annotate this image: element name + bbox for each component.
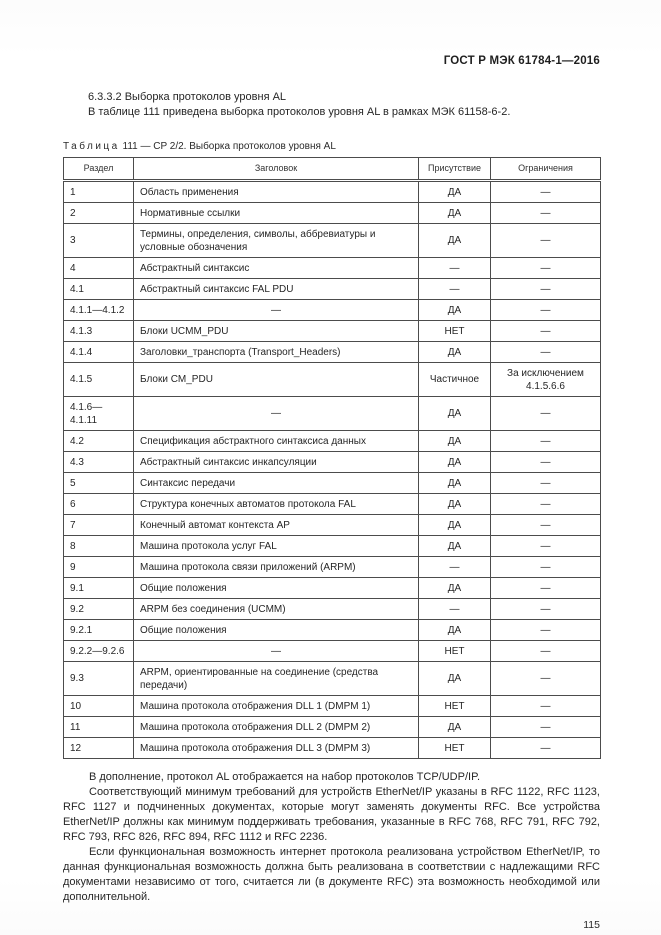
table-row [64, 431, 601, 452]
cell-section: 7 [64, 515, 134, 536]
section-heading: 6.3.3.2 Выборка протоколов уровня AL [88, 91, 287, 103]
cell-title: Термины, определения, символы, аббревиатуры и условные обозначения [134, 224, 419, 258]
cell-section: 4.1.3 [64, 321, 134, 342]
cell-title: Машина протокола отображения DLL 3 (DMPM 3) [134, 738, 419, 759]
table-row [64, 578, 601, 599]
cell-restrictions: — [491, 515, 601, 536]
body-text [63, 770, 600, 905]
cell-section: 4.1.1—4.1.2 [64, 300, 134, 321]
cell-restrictions: — [491, 473, 601, 494]
section-block [63, 90, 600, 120]
cell-title: — [134, 300, 419, 321]
cell-presence: — [419, 557, 491, 578]
table-row [64, 363, 601, 397]
cell-section: 4 [64, 258, 134, 279]
section-intro-paragraph: В таблице 111 приведена выборка протоколов уровня AL в рамках МЭК 61158-6-2. [88, 106, 511, 118]
table-body [64, 181, 601, 759]
cell-title: ARPM, ориентированные на соединение (средства передачи) [134, 662, 419, 696]
cell-presence: ДА [419, 431, 491, 452]
cell-presence: НЕТ [419, 738, 491, 759]
cell-presence: ДА [419, 662, 491, 696]
column-header-title: Заголовок [134, 158, 419, 181]
cell-section: 8 [64, 536, 134, 557]
cell-restrictions: — [491, 342, 601, 363]
cell-title: Машина протокола услуг FAL [134, 536, 419, 557]
cell-presence: ДА [419, 452, 491, 473]
cell-presence: Частичное [419, 363, 491, 397]
table-row [64, 224, 601, 258]
cell-title: Общие положения [134, 578, 419, 599]
cell-restrictions: — [491, 203, 601, 224]
table-row [64, 536, 601, 557]
cell-section: 4.1.5 [64, 363, 134, 397]
cell-section: 3 [64, 224, 134, 258]
cell-title: Конечный автомат контекста AP [134, 515, 419, 536]
cell-presence: ДА [419, 224, 491, 258]
table-row [64, 300, 601, 321]
table-row [64, 641, 601, 662]
table-row [64, 452, 601, 473]
cell-restrictions: — [491, 224, 601, 258]
body-paragraph: Если функциональная возможность интернет протокола реализована устройством EtherNet/IP, то данная функциональная возможность должна быть реализована в соответствии с надлежащими RFC документами независимо от того, считается ли (в документе RFC) эта возможность необходимой или дополнительной. [63, 846, 600, 903]
table-row [64, 279, 601, 300]
table-row [64, 696, 601, 717]
table-header-row [64, 158, 601, 181]
cell-presence: ДА [419, 300, 491, 321]
cell-presence: НЕТ [419, 321, 491, 342]
cell-title: Машина протокола отображения DLL 1 (DMPM 1) [134, 696, 419, 717]
table-row [64, 342, 601, 363]
cell-section: 4.2 [64, 431, 134, 452]
cell-title: Машина протокола отображения DLL 2 (DMPM 2) [134, 717, 419, 738]
cell-section: 9.2.2—9.2.6 [64, 641, 134, 662]
page-number: 115 [583, 919, 600, 931]
table-row [64, 738, 601, 759]
cell-restrictions: — [491, 717, 601, 738]
cell-section: 4.1.6—4.1.11 [64, 397, 134, 431]
cell-title: Общие положения [134, 620, 419, 641]
cell-title: ARPM без соединения (UCMM) [134, 599, 419, 620]
cell-restrictions: — [491, 494, 601, 515]
cell-restrictions: — [491, 557, 601, 578]
cell-presence: ДА [419, 397, 491, 431]
cell-presence: ДА [419, 494, 491, 515]
cell-presence: ДА [419, 473, 491, 494]
cell-restrictions: — [491, 578, 601, 599]
cell-title: — [134, 641, 419, 662]
cell-section: 4.1 [64, 279, 134, 300]
cell-presence: — [419, 258, 491, 279]
cell-presence: ДА [419, 203, 491, 224]
cell-restrictions: — [491, 641, 601, 662]
protocol-selection-table [63, 157, 601, 759]
cell-presence: ДА [419, 515, 491, 536]
cell-title: Блоки CM_PDU [134, 363, 419, 397]
cell-presence: ДА [419, 717, 491, 738]
cell-title: — [134, 397, 419, 431]
cell-section: 9.2 [64, 599, 134, 620]
table-caption [63, 141, 600, 152]
cell-restrictions: — [491, 279, 601, 300]
cell-presence: — [419, 279, 491, 300]
cell-title: Блоки UCMM_PDU [134, 321, 419, 342]
cell-title: Машина протокола связи приложений (ARPM) [134, 557, 419, 578]
cell-title: Нормативные ссылки [134, 203, 419, 224]
table-row [64, 515, 601, 536]
cell-section: 4.3 [64, 452, 134, 473]
cell-section: 10 [64, 696, 134, 717]
table-row [64, 258, 601, 279]
cell-title: Заголовки_транспорта (Transport_Headers) [134, 342, 419, 363]
cell-restrictions: — [491, 620, 601, 641]
cell-restrictions: — [491, 662, 601, 696]
cell-section: 4.1.4 [64, 342, 134, 363]
table-caption-number: 111 [122, 141, 138, 152]
table-row [64, 494, 601, 515]
table-row [64, 599, 601, 620]
cell-title: Абстрактный синтаксис инкапсуляции [134, 452, 419, 473]
cell-restrictions: — [491, 738, 601, 759]
body-paragraph: Соответствующий минимум требований для устройств EtherNet/IP указаны в RFC 1122, RFC 1123, RFC 1127 и подчиненных документах, которые могут заменять документы RFC. Все устройства EtherNet/IP должны как минимум поддерживать требования, указанные в RFC 768, RFC 791, RFC 792, RFC 793, RFC 826, RFC 894, RFC 1112 и RFC 2236. [63, 786, 600, 843]
cell-restrictions: — [491, 300, 601, 321]
cell-presence: ДА [419, 342, 491, 363]
cell-section: 9.1 [64, 578, 134, 599]
table-row [64, 321, 601, 342]
column-header-presence: Присутствие [419, 158, 491, 181]
cell-presence: НЕТ [419, 641, 491, 662]
cell-restrictions: — [491, 599, 601, 620]
cell-restrictions: — [491, 452, 601, 473]
body-paragraph: В дополнение, протокол AL отображается на набор протоколов TCP/UDP/IP. [89, 771, 481, 783]
document-header-title: ГОСТ Р МЭК 61784-1—2016 [443, 55, 600, 67]
cell-title: Абстрактный синтаксис [134, 258, 419, 279]
cell-section: 12 [64, 738, 134, 759]
column-header-restrictions: Ограничения [491, 158, 601, 181]
cell-title: Структура конечных автоматов протокола FAL [134, 494, 419, 515]
column-header-section: Раздел [64, 158, 134, 181]
cell-presence: НЕТ [419, 696, 491, 717]
table-caption-rest: — CP 2/2. Выборка протоколов уровня AL [140, 141, 336, 152]
cell-restrictions: — [491, 397, 601, 431]
cell-title: Абстрактный синтаксис FAL PDU [134, 279, 419, 300]
cell-presence: ДА [419, 578, 491, 599]
cell-presence: ДА [419, 181, 491, 203]
cell-restrictions: — [491, 696, 601, 717]
cell-section: 9.2.1 [64, 620, 134, 641]
cell-section: 9 [64, 557, 134, 578]
cell-restrictions: — [491, 258, 601, 279]
cell-section: 2 [64, 203, 134, 224]
cell-restrictions: — [491, 181, 601, 203]
cell-section: 11 [64, 717, 134, 738]
table-row [64, 203, 601, 224]
cell-title: Синтаксис передачи [134, 473, 419, 494]
table-row [64, 181, 601, 203]
table-row [64, 717, 601, 738]
cell-presence: — [419, 599, 491, 620]
cell-section: 1 [64, 181, 134, 203]
cell-restrictions: — [491, 536, 601, 557]
cell-presence: ДА [419, 620, 491, 641]
table-row [64, 397, 601, 431]
cell-section: 5 [64, 473, 134, 494]
cell-title: Спецификация абстрактного синтаксиса данных [134, 431, 419, 452]
cell-presence: ДА [419, 536, 491, 557]
table-row [64, 662, 601, 696]
cell-section: 6 [64, 494, 134, 515]
cell-restrictions: — [491, 321, 601, 342]
cell-title: Область применения [134, 181, 419, 203]
table-row [64, 620, 601, 641]
cell-section: 9.3 [64, 662, 134, 696]
table-row [64, 557, 601, 578]
cell-restrictions: — [491, 431, 601, 452]
table-caption-word: Таблица [63, 141, 120, 152]
cell-restrictions: За исключением 4.1.5.6.6 [491, 363, 601, 397]
table-row [64, 473, 601, 494]
